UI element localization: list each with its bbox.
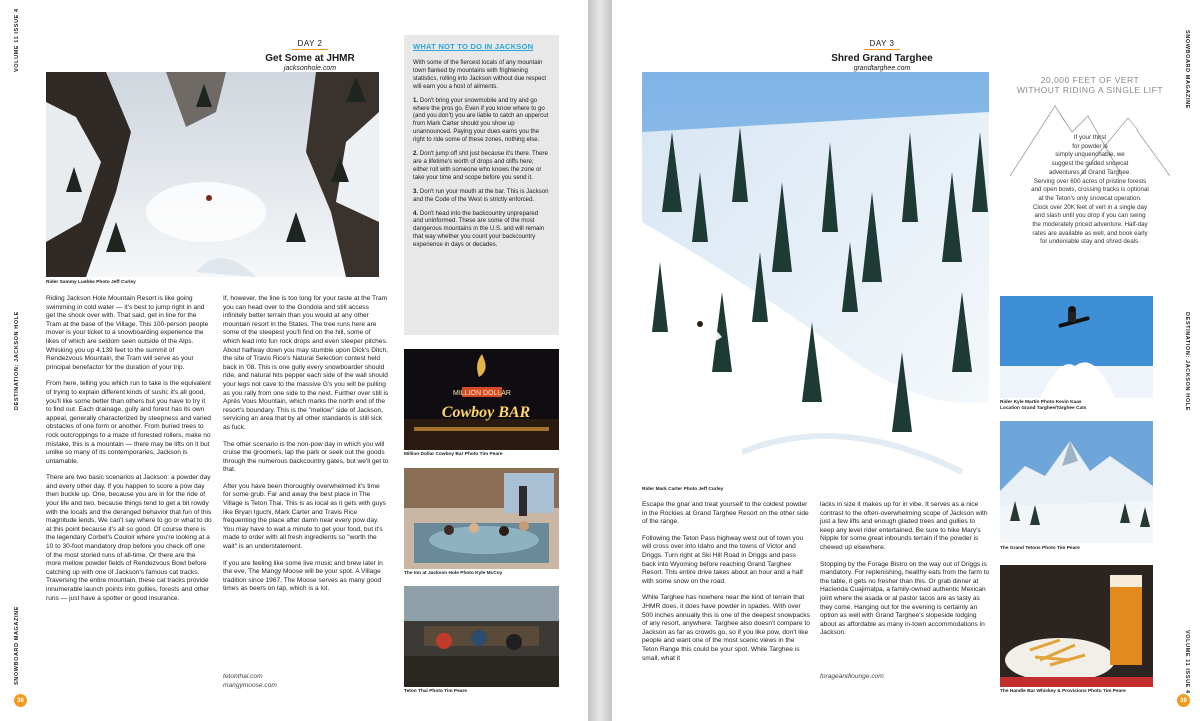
caption-air-photographer: Rider Kyle Martin Photo Kevin Kaas (1000, 400, 1082, 405)
feature-line: Serving over 600 acres of pristine forests (1033, 177, 1147, 185)
sign-main-text: Cowboy BAR (441, 404, 531, 421)
paragraph: Riding Jackson Hole Mountain Resort is like going swimming in cold water — it's best to jump right in and get the shock over with. That said, get in line for the Tram at the base of the Village. This 100-person people mover is your ticket to a snowboarding experience the likes of which are seldom seen outside of the Alps. Whisking you up 4,139 feet to the summit of Rendezvous Mountain, the Tram will serve as your principal benefactor for the duration of your trip. (46, 295, 209, 371)
caption-air-location: Location Grand Targhee/Targhee Cats (1000, 406, 1087, 411)
paragraph: lacks in size it makes up for in vibe. It serves as a nice contrast to the often-overwhelming scope of Jackson with just a few lifts and enough gladed trees and gullies to keep any level rider entertained. Be sure to hike Mary's Nipple for some great inbounds terrain if the powder is chewed up elsewhere. (820, 501, 988, 551)
sidebar-item: 1. Don't bring your snowmobile and try and go where the pros go. Even if you know where to go (and you don't) you are liable to catch an uppercut from Mark Carter should you show up unannounced. Paying your dues earns you the right to ride some of these zones, nothing else. (413, 96, 549, 144)
paragraph: If, however, the line is too long for your taste at the Tram you can head over to the Gondola and still access infinitely better terrain than you would at any other mountain resort in the States. The tree runs here are some of the steepest you'll find on the hill, some of which lead into fun rock drops and even steeper pitches. About halfway down you may stumble upon Dick's Ditch, the site of Travis Rice's Natural Selection contest held back in '08. This is one gully every snowboarder should ride, and natural hits pepper each side of the wall should your legs not cave to the massive G's you will be pulling as you rally from one side to the next. Further over still is Après Vous Mountain, which marks the north end of the resort's boundary. This is the "mellow" side of Jackson, servicing an area that by all other standards is still sick as fuck. (223, 295, 389, 431)
feature-line: for powder is (1072, 142, 1108, 150)
feature-line: If your thirst (1073, 134, 1107, 141)
spine-gutter (588, 0, 612, 721)
hero-photo-caption: Rider Sammy Luebke Photo Jeff Curley (46, 280, 136, 285)
sidebar-item: 3. Don't run your mouth at the bar. This is Jackson and the Code of the West is strictly enforced. (413, 187, 549, 203)
section-title: Get Some at JHMR (265, 53, 355, 64)
credit-forage: forageandlounge.com (820, 673, 884, 680)
left-page (0, 0, 588, 721)
running-head-magazine: SNOWBOARD MAGAZINE (1184, 30, 1190, 109)
running-foot-volume: VOLUME 11 ISSUE 4 (1184, 630, 1190, 694)
paragraph: There are two basic scenarios at Jackson: a powder day and every other day. If you happen to score a pow day then buckle up. One, because you are in for the ride of your life and two, because things tend to get a bit rowdy with the locals and the deranged behavior that fun of this magnitude lends. We can't say where to go or what to do at this point because it's all so good. Of course there is the legendary Corbet's Couloir where you're looking at a 10 to 30-foot mandatory drop before you check off one of the most storied runs of all-time. Or there are the more mellow powder fields of Rendezvous Bowl before catching up with one of Jackson's famous cat tracks. Traversing the entire mountain, these cat tracks provide innumerable launch points into gullies, forests and other runs — just have a spotter or good insurance. (46, 474, 212, 602)
page-number: 38 (14, 694, 27, 707)
feature-line: and slash until you drop if you can swing (1034, 212, 1146, 220)
paragraph: Following the Teton Pass highway west out of town you will cross over into Idaho and the towns of Victor and Driggs. Turn right at Ski Hill Road in Driggs and pass back into Wyoming before reaching Grand Targhee Resort. This entire drive takes about an hour and a half with some snow on the road. (642, 534, 804, 585)
column-2 (223, 295, 389, 602)
day-2-header (230, 33, 390, 72)
column-1 (642, 501, 810, 671)
feature-title-line1: 20,000 FEET OF VERT (1040, 75, 1140, 85)
sidebar-intro: With some of the fiercest locals of any mountain town flanked by mountains with frightening statistics, rolling into Jackson without due respect will earn you a host of ailments. (413, 59, 547, 90)
running-head-volume: VOLUME 11 ISSUE 4 (14, 8, 20, 72)
paragraph: While Targhee has nowhere near the kind of terrain that JHMR does, it does have powder in spades. With over 500 inches annually this is one of the deepest snowpacks of any resort, anywhere. Targhee also doesn't compare to Jackson as far as crowds go, so if you like pow, don't like people and want one of the most scenic views in the Teton Range this could be your spot. While Targhee is small, what it (642, 594, 810, 662)
caption-inn: The Inn at Jackson Hole Photo Kyle McCoy (404, 571, 503, 576)
snowcat-feature (1010, 75, 1170, 247)
running-foot-magazine: SNOWBOARD MAGAZINE (14, 606, 20, 685)
feature-line: at the Teton's only snowcat operation. (1038, 194, 1142, 202)
column-2 (820, 501, 990, 646)
caption-teton-thai: Teton Thai Photo Tim Peare (404, 689, 467, 694)
paragraph: Escape the gnar and treat yourself to the coldest powder in the Rockies at Grand Targhee Resort on the other side of the range. (642, 501, 809, 526)
running-mid-destination: DESTINATION: JACKSON HOLE (14, 311, 20, 410)
caption-cowboy-bar: Million Dollar Cowboy Bar Photo Tim Peare (404, 452, 503, 457)
paragraph: The other scenario is the non-pow day in which you will cruise the groomers, lap the park or seek out the goods through the numerous backcountry gates, but we'll get to that. (223, 440, 389, 474)
sign-top-text: MILLION DOLLAR (453, 390, 511, 397)
paragraph: If you are feeling like some live music and brew later in the eve, The Mangy Moose will be your spot. A Village tradition since 1967, The Moose serves as many good times as beers on tap, which is a lot. (223, 559, 383, 593)
feature-body (1010, 134, 1170, 247)
sidebar-item: 2. Don't jump off shit just because it's there. There are a lifetime's worth of drops and cliffs here; either roll with someone who knows the zone or take your time and scope before you send it. (413, 150, 548, 181)
paragraph: Stopping by the Forage Bistro on the way out of Driggs is mandatory. For replenishing, healthy eats from the farm to the table, it gets no fresher than this. Or grab dinner at Hacienda Cuajimalpa, a family-owned authentic Mexican joint where the asada or al pastor tacos are as tasty as they come. Hanging out for the evening is certainly an option as well with Grand Targhee's slopeside lodging about as affordable as many in-town accommodations in Jackson. (820, 560, 990, 637)
credit-tetonthai: tetonthai.com (223, 673, 263, 680)
sidebar-title: WHAT NOT TO DO IN JACKSON (413, 42, 534, 51)
paragraph: After you have been thoroughly overwhelmed it's time for some grub. Far and away the best place in The Village is Teton Thai. This is as local as it gets with guys like Bryan Iguchi, Mark Carter and Travis Rice frequenting the place after damn near every pow day. You may have to wait a minute to get your food, but it's made to order with all fresh ingredients so "worth the wait" is an understatement. (223, 482, 386, 551)
credit (820, 673, 990, 682)
credit-mangymoose: mangymoose.com (223, 681, 277, 689)
sidebar-item: 4. Don't head into the backcountry unprepared and uninformed. These are some of the most dangerous mountains in the U.S. and will remain that way whether you count your backcountry experience in days or decades. (413, 209, 545, 249)
hero-photo-jhmr (46, 72, 379, 277)
feature-line: Clock over 20K feet of vert in a single day (1032, 203, 1148, 211)
hero-photo-caption: Rider Mark Carter Photo Jeff Curley (642, 487, 724, 492)
photo-cowboy-bar (404, 349, 559, 450)
photo-inn-hot-tub (404, 468, 559, 569)
paragraph: From here, telling you which run to take is the equivalent of trying to explain different kinds of sushi; it's all good, you'll like some better than others but you have to try it to find out. Each drainage, gully and forest has its own appeal, generally characterized by steepness and varied obstacles of one form or another. From buried trees to rock outcroppings to a maze of forested rollers, make no mistake, this is a mountain — there may be lifts on it but unlike so many of its contemporaries, Jackson is untamable. (46, 380, 211, 465)
feature-line: the moderately priced adventure. Half-day (1032, 221, 1148, 229)
feature-line: adventures at Grand Targhee. (1048, 168, 1132, 176)
feature-line: for undeniable stay and shred deals. (1040, 238, 1140, 246)
section-title: Shred Grand Targhee (831, 53, 933, 64)
section-site: grandtarghee.com (853, 65, 911, 72)
photo-teton-thai (404, 586, 559, 687)
feature-line: and open bowls, crossing tracks is optional (1031, 186, 1149, 194)
day-label: DAY 3 (864, 39, 901, 50)
caption-food: The Handle Bar Whiskey & Provisions Photo Tim Peare (1000, 689, 1126, 694)
feature-line: suggest the guided snowcat (1051, 160, 1129, 168)
section-site: jacksonhole.com (283, 65, 337, 72)
day-3-header (802, 33, 962, 72)
hero-photo-targhee (642, 72, 989, 485)
feature-line: rates are available as well, and book early (1032, 229, 1148, 237)
page-number: 39 (1177, 694, 1190, 707)
sidebar-what-not-to-do (404, 35, 559, 335)
photo-handle-bar-food (1000, 565, 1153, 687)
feature-line: simply unquenchable, we (1055, 151, 1125, 159)
running-mid-destination: DESTINATION: JACKSON HOLE (1184, 312, 1190, 411)
column-1 (46, 295, 212, 611)
photo-grand-tetons (1000, 421, 1153, 543)
photo-rider-air (1000, 296, 1153, 398)
right-page (612, 0, 1200, 721)
day-label: DAY 2 (292, 39, 329, 50)
caption-tetons: The Grand Tetons Photo Tim Peare (1000, 546, 1080, 551)
credits (223, 673, 389, 690)
feature-title-line2: WITHOUT RIDING A SINGLE LIFT (1016, 85, 1164, 95)
